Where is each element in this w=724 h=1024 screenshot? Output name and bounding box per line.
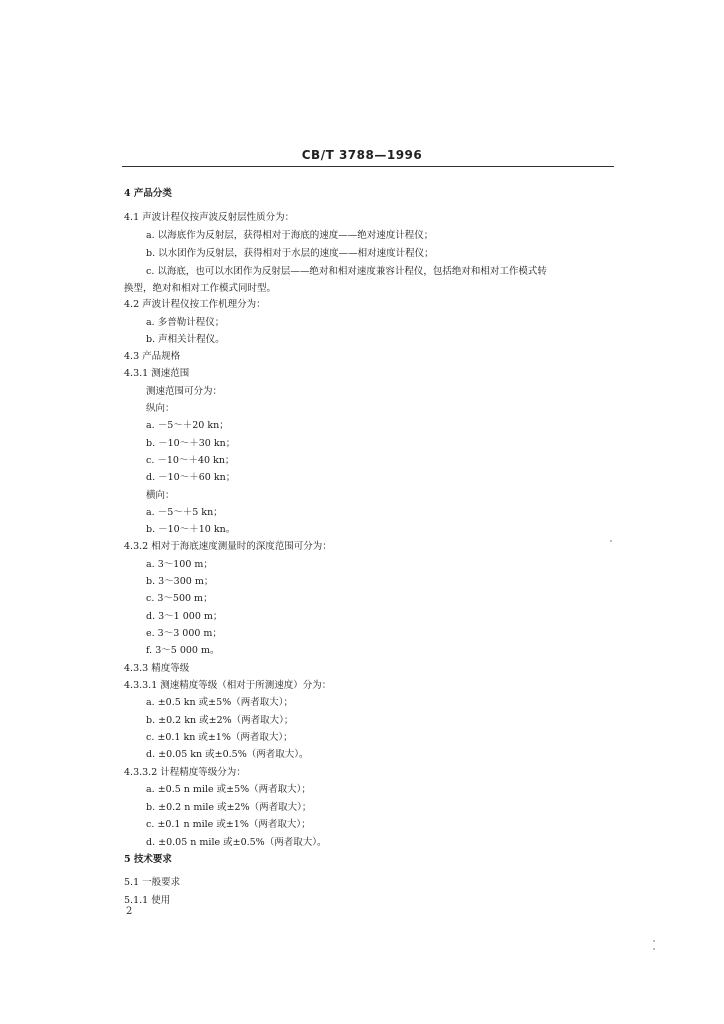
text-line: b. 3～300 m；	[146, 576, 214, 587]
text-line: 4.3.3.1 测速精度等级（相对于所测速度）分为：	[124, 680, 332, 691]
text-line: c. ±0.1 n mile 或±1%（两者取大）；	[146, 819, 311, 830]
text-line: 横向：	[146, 490, 175, 501]
page-header-standard-code: CB/T 3788—1996	[301, 148, 423, 162]
text-line: c. 以海底，也可以水团作为反射层——绝对和相对速度兼容计程仪，包括绝对和相对工作模式转	[146, 266, 547, 277]
text-line: 4.3.2 相对于海底速度测量时的深度范围可分为：	[124, 541, 332, 552]
text-line: a. 3～100 m；	[146, 559, 213, 570]
text-line: 换型，绝对和相对工作模式同时型。	[124, 283, 277, 294]
text-line: a. ±0.5 kn 或±5%（两者取大）；	[146, 697, 293, 708]
text-line: d. ±0.05 n mile 或±0.5%（两者取大）。	[146, 837, 327, 848]
text-line: 4.3.1 测速范围	[124, 368, 190, 379]
text-line: b. ±0.2 n mile 或±2%（两者取大）；	[146, 802, 312, 813]
text-line: a. 多普勒计程仪；	[146, 317, 225, 328]
page-number: 2	[126, 906, 133, 917]
text-line: d. 3～1 000 m；	[146, 611, 223, 622]
text-line: a. －5～＋5 kn；	[146, 507, 223, 518]
text-line: b. 声相关计程仪。	[146, 334, 225, 345]
text-line: 纵向：	[146, 403, 175, 414]
text-line: 测速范围可分为：	[146, 386, 223, 397]
text-line: 4.1 声波计程仪按声波反射层性质分为：	[124, 212, 295, 223]
text-line: a. 以海底作为反射层，获得相对于海底的速度——绝对速度计程仪；	[146, 230, 434, 241]
text-line: 5.1.1 使用	[124, 895, 171, 906]
scan-speck	[610, 540, 612, 542]
text-line: e. 3～3 000 m；	[146, 628, 222, 639]
text-line: b. 以水团作为反射层，获得相对于水层的速度——相对速度计程仪；	[146, 248, 434, 259]
text-line: 4.3.3 精度等级	[124, 663, 190, 674]
text-line: b. ±0.2 kn 或±2%（两者取大）；	[146, 715, 294, 726]
text-line: 4.2 声波计程仪按工作机理分为：	[124, 299, 266, 310]
text-line: a. －5～＋20 kn；	[146, 420, 229, 431]
text-line: c. 3～500 m；	[146, 593, 213, 604]
text-line: d. ±0.05 kn 或±0.5%（两者取大）。	[146, 749, 309, 760]
text-line: 4.3 产品规格	[124, 351, 181, 362]
text-line: d. －10～＋60 kn；	[146, 472, 236, 483]
section-heading: 4 产品分类	[124, 188, 172, 199]
header-rule	[122, 166, 614, 167]
text-line: c. －10～＋40 kn；	[146, 455, 235, 466]
section-heading: 5 技术要求	[124, 854, 172, 865]
text-line: b. －10～＋10 kn。	[146, 524, 236, 535]
text-line: c. ±0.1 kn 或±1%（两者取大）；	[146, 732, 293, 743]
scan-speck	[653, 940, 655, 942]
scan-speck	[653, 948, 655, 950]
text-line: f. 3～5 000 m。	[146, 645, 220, 656]
text-line: a. ±0.5 n mile 或±5%（两者取大）；	[146, 784, 311, 795]
text-line: 5.1 一般要求	[124, 877, 181, 888]
text-line: 4.3.3.2 计程精度等级分为：	[124, 767, 246, 778]
text-line: b. －10～＋30 kn；	[146, 438, 236, 449]
